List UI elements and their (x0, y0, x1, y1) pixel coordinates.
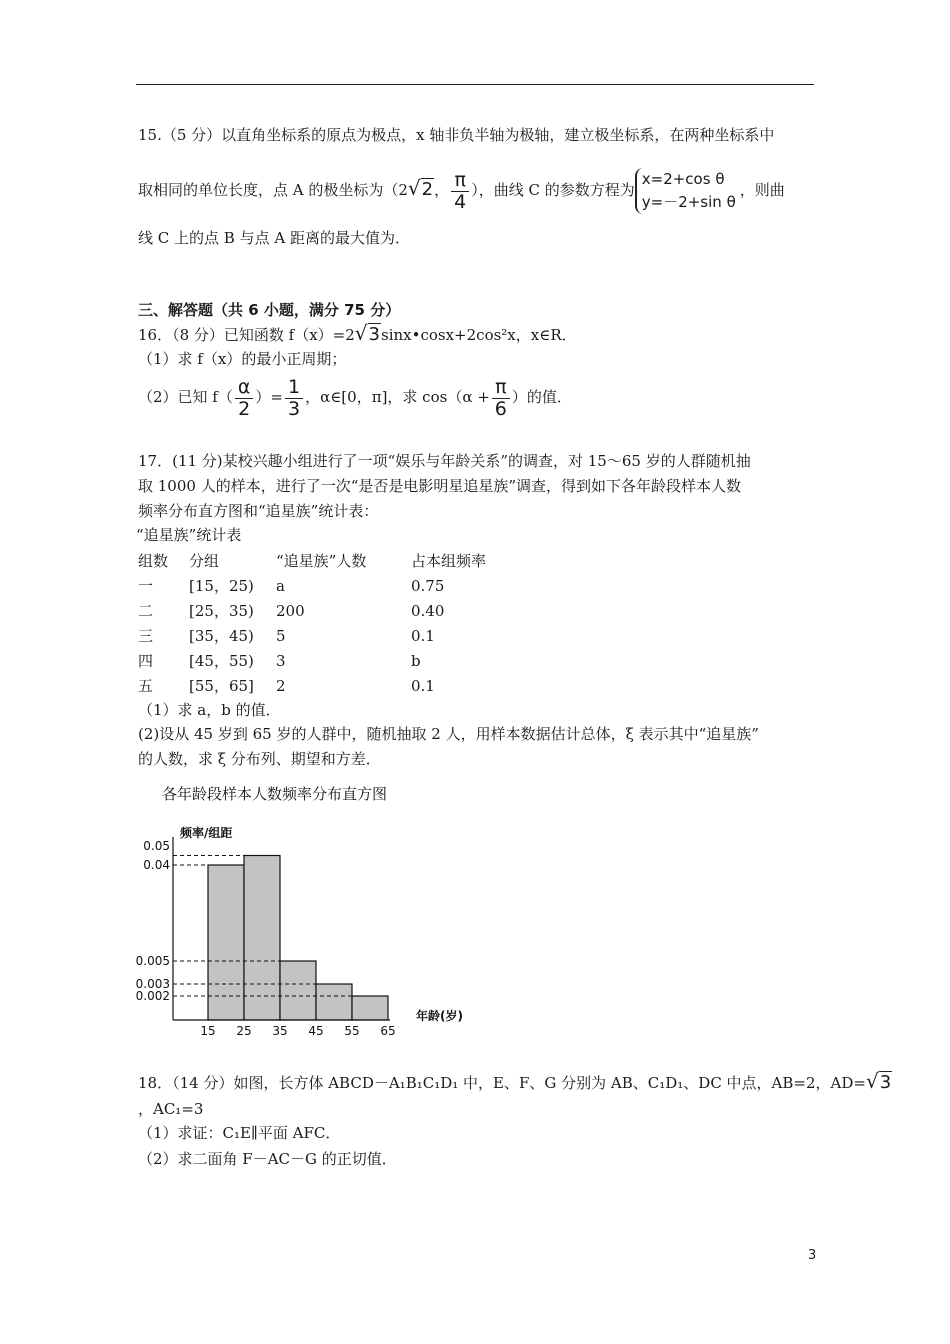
x-tick-label: 45 (308, 1024, 324, 1038)
table-cell: [45，55) (189, 652, 254, 670)
histogram-bar (352, 996, 388, 1020)
q16-sqrt-arg: 3 (368, 324, 380, 345)
q15-eq-y: y=－2+sin θ (641, 193, 736, 211)
x-tick-label: 35 (272, 1024, 288, 1038)
table-cell: 二 (138, 602, 154, 620)
q15-text-a: 取相同的单位长度，点 A 的极坐标为（2 (138, 181, 408, 199)
q18-text-a: 18．（14 分）如图，长方体 ABCD－A₁B₁C₁D₁ 中，E、F、G 分别为 AB、C₁D₁、DC 中点，AB=2，AD= (138, 1074, 866, 1092)
table-cell: a (276, 576, 285, 595)
frac-num: 1 (285, 377, 303, 399)
frac-num: α (235, 377, 254, 399)
y-tick-label: 0.003 (135, 977, 170, 991)
q16-line-3 (138, 374, 572, 420)
histogram-bar (244, 856, 280, 1021)
table-row (138, 673, 531, 698)
q16-text-c: （2）已知 f（ (138, 388, 233, 406)
q17-part-2a: (2)设从 45 岁到 65 岁的人群中，随机抽取 2 人，用样本数据估计总体，ξ 表示其中“追星族” (138, 725, 759, 743)
q15-frac-den: 4 (454, 190, 467, 213)
table-cell: 三 (138, 627, 154, 645)
table-cell: 一 (138, 577, 154, 595)
q18-line-2: ，AC₁=3 (138, 1100, 204, 1118)
q16-text-a: 16．（8 分）已知函数 f（x）=2 (138, 326, 355, 344)
q16-text-d: ）= (255, 388, 283, 406)
table-cell: [55，65] (189, 677, 254, 695)
table-cell: 0.1 (411, 626, 435, 645)
q16-line-2: （1）求 f（x）的最小正周期； (138, 350, 347, 368)
q15-param-system (635, 168, 736, 214)
histogram-bar (208, 865, 244, 1020)
q17-line-3: 频率分布直方图和“追星族”统计表： (138, 502, 379, 520)
y-axis-label: 频率/组距 (180, 826, 233, 840)
frac-den: 3 (287, 397, 301, 420)
q17-part-1: （1）求 a，b 的值． (138, 701, 281, 719)
x-tick-label: 15 (200, 1024, 216, 1038)
chart-title: 各年龄段样本人数频率分布直方图 (162, 785, 388, 803)
q16-frac-third (285, 377, 303, 420)
page-number: 3 (808, 1248, 817, 1263)
table-row (138, 648, 531, 673)
q15-line-3: 线 C 上的点 B 与点 A 距离的最大值为． (138, 229, 410, 247)
y-tick-label: 0.04 (143, 858, 170, 872)
table-title: “追星族”统计表 (136, 526, 242, 544)
frequency-histogram (120, 775, 520, 1045)
table-cell: 五 (138, 677, 154, 695)
q16-frac-alpha (235, 377, 254, 420)
frac-den: 6 (494, 397, 507, 420)
table-cell: [25，35) (189, 602, 254, 620)
table-row (138, 598, 531, 623)
y-tick-label: 0.002 (135, 989, 170, 1003)
frac-den: 2 (238, 397, 251, 420)
histogram-bar (316, 984, 352, 1020)
y-tick-label: 0.005 (135, 954, 170, 968)
q16-line-1 (138, 322, 577, 346)
sqrt-sign: √ (865, 1069, 879, 1093)
table-cell: 0.75 (411, 576, 445, 595)
x-tick-label: 55 (344, 1024, 360, 1038)
table-cell: 2 (276, 676, 286, 695)
sqrt-sign: √ (354, 321, 368, 345)
table-cell: [35，45) (189, 627, 254, 645)
q17-line-1: 17．(11 分)某校兴趣小组进行了一项“娱乐与年龄关系”的调查，对 15～65 岁的人群随机抽 (138, 452, 751, 470)
q16-text-f: ）的值． (511, 388, 572, 406)
q18-line-1 (138, 1070, 892, 1094)
table-cell: 3 (276, 651, 286, 670)
table-cell: 200 (276, 601, 305, 620)
section-heading: 三、解答题（共 6 小题，满分 75 分） (138, 301, 401, 319)
x-tick-label: 25 (236, 1024, 252, 1038)
q15-eq-x: x=2+cos θ (641, 170, 725, 188)
table-header-row (138, 548, 531, 573)
table-cell: b (411, 651, 421, 670)
q15-comma: ， (434, 181, 450, 199)
q15-frac-num: π (451, 170, 469, 192)
q15-sqrt-arg: 2 (421, 179, 434, 200)
q15-fraction (451, 170, 469, 213)
q16-text-e: ，α∈[0，π]，求 cos（α + (305, 388, 490, 406)
table-cell: 0.40 (411, 601, 445, 620)
table-header: 占本组频率 (411, 552, 487, 570)
q18-sqrt-arg: 3 (879, 1072, 892, 1093)
x-axis-label: 年龄(岁) (416, 1009, 463, 1023)
table-cell: 四 (138, 652, 154, 670)
q18-line-4: （2）求二面角 F－AC－G 的正切值． (138, 1150, 397, 1168)
table-cell: [15，25) (189, 577, 254, 595)
table-row (138, 573, 531, 598)
q16-text-b: sinx•cosx+2cos²x，x∈R． (381, 326, 577, 344)
q17-part-2b: 的人数，求 ξ 分布列、期望和方差． (138, 750, 381, 768)
q16-frac-pi6 (492, 377, 510, 420)
table-row (138, 623, 531, 648)
table-header: “追星族”人数 (276, 552, 367, 570)
table-cell: 5 (276, 626, 286, 645)
q15-line-1: 15.（5 分）以直角坐标系的原点为极点，x 轴非负半轴为极轴，建立极坐标系，在两种坐标系中 (138, 126, 775, 144)
q15-line-2 (138, 160, 785, 218)
frac-num: π (492, 377, 510, 399)
q18-line-3: （1）求证：C₁E∥平面 AFC． (138, 1124, 341, 1142)
table-header: 分组 (189, 552, 220, 570)
q15-text-c: ，则曲 (739, 181, 785, 199)
header-rule (136, 84, 814, 85)
x-tick-label: 65 (380, 1024, 396, 1038)
q15-text-b: ），曲线 C 的参数方程为 (471, 181, 635, 199)
q17-line-2: 取 1000 人的样本，进行了一次“是否是电影明星追星族”调查，得到如下各年龄段样本人数 (138, 477, 742, 495)
stats-table (138, 548, 531, 698)
table-header: 组数 (138, 552, 169, 570)
table-cell: 0.1 (411, 676, 435, 695)
y-tick-label: 0.05 (143, 839, 170, 853)
sqrt-sign: √ (407, 176, 421, 200)
histogram-bar (280, 961, 316, 1020)
